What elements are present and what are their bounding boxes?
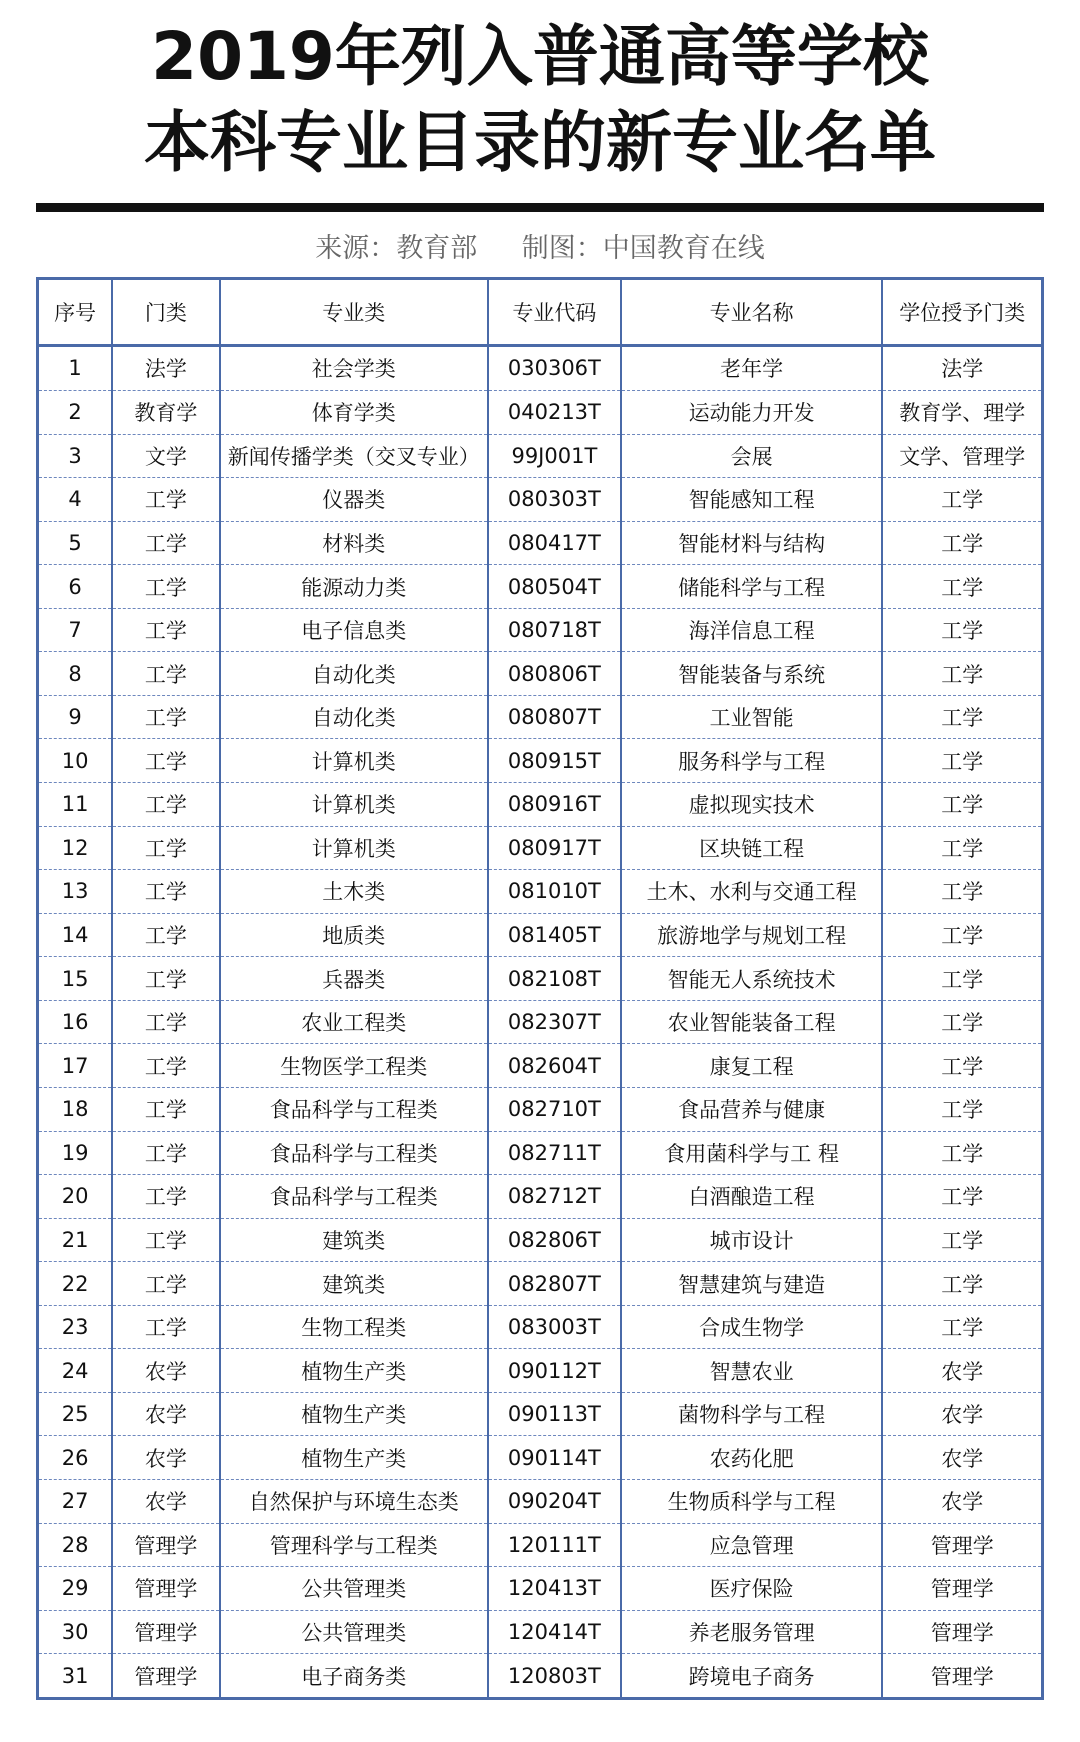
cell-major-code: 120111T <box>488 1523 621 1567</box>
cell-major-name: 土木、水利与交通工程 <box>621 870 883 914</box>
cell-degree-category: 工学 <box>882 1131 1041 1175</box>
cell-major-name: 智能材料与结构 <box>621 521 883 565</box>
cell-category: 法学 <box>112 346 220 391</box>
maker-label: 制图：中国教育在线 <box>521 233 765 264</box>
table-row <box>39 1436 1041 1480</box>
cell-major-name: 区块链工程 <box>621 826 883 870</box>
cell-degree-category: 工学 <box>882 957 1041 1001</box>
col-header-major-name: 专业名称 <box>621 280 883 346</box>
cell-major-class: 自动化类 <box>220 695 488 739</box>
table-row <box>39 1262 1041 1306</box>
cell-major-class: 植物生产类 <box>220 1392 488 1436</box>
cell-major-name: 养老服务管理 <box>621 1610 883 1654</box>
cell-major-class: 生物工程类 <box>220 1305 488 1349</box>
cell-category: 教育学 <box>112 390 220 434</box>
table-row <box>39 346 1041 391</box>
cell-major-code: 082710T <box>488 1087 621 1131</box>
table-row <box>39 913 1041 957</box>
page-title-line1: 2019年列入普通高等学校 <box>151 18 929 95</box>
table-row <box>39 1654 1041 1697</box>
cell-major-class: 自动化类 <box>220 652 488 696</box>
cell-index: 16 <box>39 1000 112 1044</box>
cell-degree-category: 工学 <box>882 739 1041 783</box>
table-row <box>39 478 1041 522</box>
cell-major-code: 090204T <box>488 1480 621 1524</box>
cell-major-class: 管理科学与工程类 <box>220 1523 488 1567</box>
cell-major-class: 建筑类 <box>220 1218 488 1262</box>
cell-index: 20 <box>39 1175 112 1219</box>
cell-index: 27 <box>39 1480 112 1524</box>
cell-major-class: 农业工程类 <box>220 1000 488 1044</box>
cell-category: 管理学 <box>112 1523 220 1567</box>
cell-index: 1 <box>68 356 82 381</box>
cell-degree-category: 管理学 <box>882 1610 1041 1654</box>
cell-major-class: 土木类 <box>220 870 488 914</box>
cell-major-code: 120414T <box>488 1610 621 1654</box>
table-row <box>39 957 1041 1001</box>
cell-major-class: 植物生产类 <box>220 1436 488 1480</box>
cell-major-code: 080807T <box>488 695 621 739</box>
cell-category: 工学 <box>112 1218 220 1262</box>
cell-major-code: 082712T <box>488 1175 621 1219</box>
cell-major-code: 082806T <box>488 1218 621 1262</box>
source-label: 来源：教育部 <box>315 233 478 264</box>
table-row <box>39 1610 1041 1654</box>
cell-major-name: 菌物科学与工程 <box>621 1392 883 1436</box>
cell-category: 农学 <box>112 1480 220 1524</box>
cell-major-code: 080806T <box>488 652 621 696</box>
cell-major-code: 081010T <box>488 870 621 914</box>
cell-major-name: 跨境电子商务 <box>621 1654 883 1697</box>
cell-major-code: 040213T <box>488 390 621 434</box>
table-row <box>39 870 1041 914</box>
cell-major-code: 082711T <box>488 1131 621 1175</box>
cell-category: 工学 <box>112 826 220 870</box>
cell-category: 管理学 <box>112 1567 220 1611</box>
cell-index: 17 <box>39 1044 112 1088</box>
cell-major-class: 生物医学工程类 <box>220 1044 488 1088</box>
table-row <box>39 1305 1041 1349</box>
cell-category: 工学 <box>112 1305 220 1349</box>
table-row <box>39 783 1041 827</box>
cell-major-class: 建筑类 <box>220 1262 488 1306</box>
cell-index: 8 <box>39 652 112 696</box>
cell-major-name: 食品营养与健康 <box>621 1087 883 1131</box>
cell-category: 工学 <box>112 957 220 1001</box>
cell-major-name: 智慧建筑与建造 <box>621 1262 883 1306</box>
cell-major-code: 99J001T <box>488 434 621 478</box>
cell-major-code: 080718T <box>488 608 621 652</box>
cell-major-class: 仪器类 <box>220 478 488 522</box>
cell-index: 11 <box>39 783 112 827</box>
cell-degree-category: 工学 <box>882 1305 1041 1349</box>
cell-index: 21 <box>39 1218 112 1262</box>
cell-major-name: 旅游地学与规划工程 <box>621 913 883 957</box>
cell-major-code: 081405T <box>488 913 621 957</box>
cell-major-code: 083003T <box>488 1305 621 1349</box>
cell-category: 农学 <box>112 1436 220 1480</box>
cell-degree-category: 工学 <box>882 1000 1041 1044</box>
cell-degree-category: 工学 <box>882 1262 1041 1306</box>
cell-major-name: 白酒酿造工程 <box>621 1175 883 1219</box>
cell-major-name: 海洋信息工程 <box>621 608 883 652</box>
cell-major-name: 老年学 <box>621 346 883 391</box>
cell-major-code: 120803T <box>488 1654 621 1697</box>
cell-major-code: 080916T <box>488 783 621 827</box>
cell-category: 工学 <box>112 913 220 957</box>
cell-index: 9 <box>39 695 112 739</box>
cell-major-code: 120413T <box>488 1567 621 1611</box>
col-header-major-code: 专业代码 <box>488 280 621 346</box>
cell-category: 工学 <box>112 1175 220 1219</box>
cell-degree-category: 工学 <box>882 1175 1041 1219</box>
table-row <box>39 1523 1041 1567</box>
table-row <box>39 695 1041 739</box>
cell-category: 管理学 <box>112 1654 220 1697</box>
cell-index: 29 <box>39 1567 112 1611</box>
cell-major-class: 食品科学与工程类 <box>220 1175 488 1219</box>
cell-major-code: 080303T <box>488 478 621 522</box>
cell-major-code: 080915T <box>488 739 621 783</box>
cell-major-class: 地质类 <box>220 913 488 957</box>
cell-category: 工学 <box>112 652 220 696</box>
cell-index: 19 <box>39 1131 112 1175</box>
cell-major-class: 食品科学与工程类 <box>220 1131 488 1175</box>
cell-degree-category: 农学 <box>882 1436 1041 1480</box>
title-divider <box>36 203 1044 212</box>
cell-category: 工学 <box>112 783 220 827</box>
table-row <box>39 1480 1041 1524</box>
cell-category: 农学 <box>112 1392 220 1436</box>
table-row <box>39 1567 1041 1611</box>
table-row <box>39 565 1041 609</box>
cell-category: 管理学 <box>112 1610 220 1654</box>
cell-major-class: 社会学类 <box>220 346 488 391</box>
cell-degree-category: 管理学 <box>882 1654 1041 1697</box>
cell-degree-category: 工学 <box>882 1044 1041 1088</box>
cell-index: 2 <box>39 390 112 434</box>
cell-degree-category: 工学 <box>882 565 1041 609</box>
majors-table <box>36 277 1044 1700</box>
cell-major-code: 080917T <box>488 826 621 870</box>
table-row <box>39 434 1041 478</box>
cell-degree-category: 工学 <box>882 1218 1041 1262</box>
cell-major-class: 食品科学与工程类 <box>220 1087 488 1131</box>
cell-major-name: 应急管理 <box>621 1523 883 1567</box>
cell-major-class: 兵器类 <box>220 957 488 1001</box>
cell-major-name: 生物质科学与工程 <box>621 1480 883 1524</box>
cell-index: 3 <box>39 434 112 478</box>
cell-category: 工学 <box>112 1131 220 1175</box>
cell-degree-category: 工学 <box>882 521 1041 565</box>
cell-major-name: 服务科学与工程 <box>621 739 883 783</box>
table-row <box>39 1392 1041 1436</box>
cell-degree-category: 法学 <box>882 346 1041 391</box>
cell-major-name: 运动能力开发 <box>621 390 883 434</box>
cell-category: 文学 <box>112 434 220 478</box>
table-row <box>39 1131 1041 1175</box>
cell-degree-category: 农学 <box>882 1349 1041 1393</box>
page-title-line2: 本科专业目录的新专业名单 <box>144 104 936 181</box>
cell-category: 工学 <box>112 739 220 783</box>
cell-major-code: 090113T <box>488 1392 621 1436</box>
cell-degree-category: 工学 <box>882 1087 1041 1131</box>
table-header-row <box>39 280 1041 346</box>
col-header-index: 序号 <box>39 280 112 346</box>
cell-index: 22 <box>39 1262 112 1306</box>
table-row <box>39 521 1041 565</box>
cell-category: 工学 <box>112 695 220 739</box>
cell-index: 6 <box>39 565 112 609</box>
cell-index: 7 <box>39 608 112 652</box>
cell-index: 14 <box>39 913 112 957</box>
cell-degree-category: 管理学 <box>882 1567 1041 1611</box>
cell-index: 12 <box>39 826 112 870</box>
cell-index: 30 <box>39 1610 112 1654</box>
cell-major-code: 082108T <box>488 957 621 1001</box>
cell-degree-category: 工学 <box>882 652 1041 696</box>
cell-index: 24 <box>39 1349 112 1393</box>
table-row <box>39 1218 1041 1262</box>
cell-major-name: 智能无人系统技术 <box>621 957 883 1001</box>
cell-major-name: 农业智能装备工程 <box>621 1000 883 1044</box>
cell-index: 28 <box>39 1523 112 1567</box>
table-row <box>39 1349 1041 1393</box>
cell-major-code: 082604T <box>488 1044 621 1088</box>
cell-degree-category: 农学 <box>882 1392 1041 1436</box>
cell-category: 农学 <box>112 1349 220 1393</box>
cell-major-class: 植物生产类 <box>220 1349 488 1393</box>
cell-major-code: 082807T <box>488 1262 621 1306</box>
table-row <box>39 826 1041 870</box>
cell-major-name: 合成生物学 <box>621 1305 883 1349</box>
cell-major-class: 能源动力类 <box>220 565 488 609</box>
cell-index: 5 <box>39 521 112 565</box>
table-row <box>39 608 1041 652</box>
cell-major-class: 公共管理类 <box>220 1567 488 1611</box>
cell-major-class: 自然保护与环境生态类 <box>220 1480 488 1524</box>
cell-category: 工学 <box>112 608 220 652</box>
cell-degree-category: 管理学 <box>882 1523 1041 1567</box>
table-row <box>39 1044 1041 1088</box>
cell-major-code: 030306T <box>488 346 621 391</box>
cell-major-class: 体育学类 <box>220 390 488 434</box>
table-body <box>39 346 1041 1698</box>
cell-category: 工学 <box>112 1000 220 1044</box>
cell-major-code: 082307T <box>488 1000 621 1044</box>
cell-degree-category: 文学、管理学 <box>882 434 1041 478</box>
table-row <box>39 1175 1041 1219</box>
cell-major-class: 材料类 <box>220 521 488 565</box>
cell-degree-category: 工学 <box>882 608 1041 652</box>
col-header-major-class: 专业类 <box>220 280 488 346</box>
cell-index: 25 <box>39 1392 112 1436</box>
cell-category: 工学 <box>112 565 220 609</box>
cell-degree-category: 工学 <box>882 783 1041 827</box>
cell-major-class: 计算机类 <box>220 783 488 827</box>
cell-index: 23 <box>39 1305 112 1349</box>
cell-major-code: 080504T <box>488 565 621 609</box>
cell-index: 10 <box>39 739 112 783</box>
cell-category: 工学 <box>112 870 220 914</box>
source-line <box>0 226 1080 265</box>
cell-degree-category: 农学 <box>882 1480 1041 1524</box>
cell-major-code: 090114T <box>488 1436 621 1480</box>
table-row <box>39 739 1041 783</box>
cell-index: 18 <box>39 1087 112 1131</box>
cell-major-name: 城市设计 <box>621 1218 883 1262</box>
cell-major-name: 储能科学与工程 <box>621 565 883 609</box>
cell-major-class: 电子商务类 <box>220 1654 488 1697</box>
cell-degree-category: 工学 <box>882 913 1041 957</box>
table-row <box>39 652 1041 696</box>
cell-degree-category: 工学 <box>882 478 1041 522</box>
cell-major-name: 康复工程 <box>621 1044 883 1088</box>
cell-major-name: 智能感知工程 <box>621 478 883 522</box>
cell-major-name: 虚拟现实技术 <box>621 783 883 827</box>
cell-major-class: 计算机类 <box>220 739 488 783</box>
col-header-degree-category: 学位授予门类 <box>882 280 1041 346</box>
cell-degree-category: 工学 <box>882 695 1041 739</box>
cell-degree-category: 工学 <box>882 826 1041 870</box>
cell-category: 工学 <box>112 1087 220 1131</box>
table-row <box>39 1000 1041 1044</box>
table-row <box>39 1087 1041 1131</box>
cell-category: 工学 <box>112 478 220 522</box>
cell-major-name: 食用菌科学与工 程 <box>621 1131 883 1175</box>
cell-major-code: 090112T <box>488 1349 621 1393</box>
cell-major-name: 会展 <box>621 434 883 478</box>
cell-major-class: 电子信息类 <box>220 608 488 652</box>
table-row <box>39 390 1041 434</box>
cell-major-class: 新闻传播学类（交叉专业） <box>220 434 488 478</box>
cell-major-class: 计算机类 <box>220 826 488 870</box>
cell-degree-category: 工学 <box>882 870 1041 914</box>
cell-category: 工学 <box>112 521 220 565</box>
cell-index: 26 <box>39 1436 112 1480</box>
cell-category: 工学 <box>112 1262 220 1306</box>
cell-major-code: 080417T <box>488 521 621 565</box>
cell-major-name: 智慧农业 <box>621 1349 883 1393</box>
cell-major-name: 医疗保险 <box>621 1567 883 1611</box>
cell-index: 15 <box>39 957 112 1001</box>
cell-major-name: 农药化肥 <box>621 1436 883 1480</box>
col-header-category: 门类 <box>112 280 220 346</box>
cell-major-name: 工业智能 <box>621 695 883 739</box>
cell-category: 工学 <box>112 1044 220 1088</box>
cell-index: 13 <box>39 870 112 914</box>
cell-index: 31 <box>39 1654 112 1697</box>
cell-degree-category: 教育学、理学 <box>882 390 1041 434</box>
cell-major-class: 公共管理类 <box>220 1610 488 1654</box>
cell-major-name: 智能装备与系统 <box>621 652 883 696</box>
cell-index: 4 <box>39 478 112 522</box>
